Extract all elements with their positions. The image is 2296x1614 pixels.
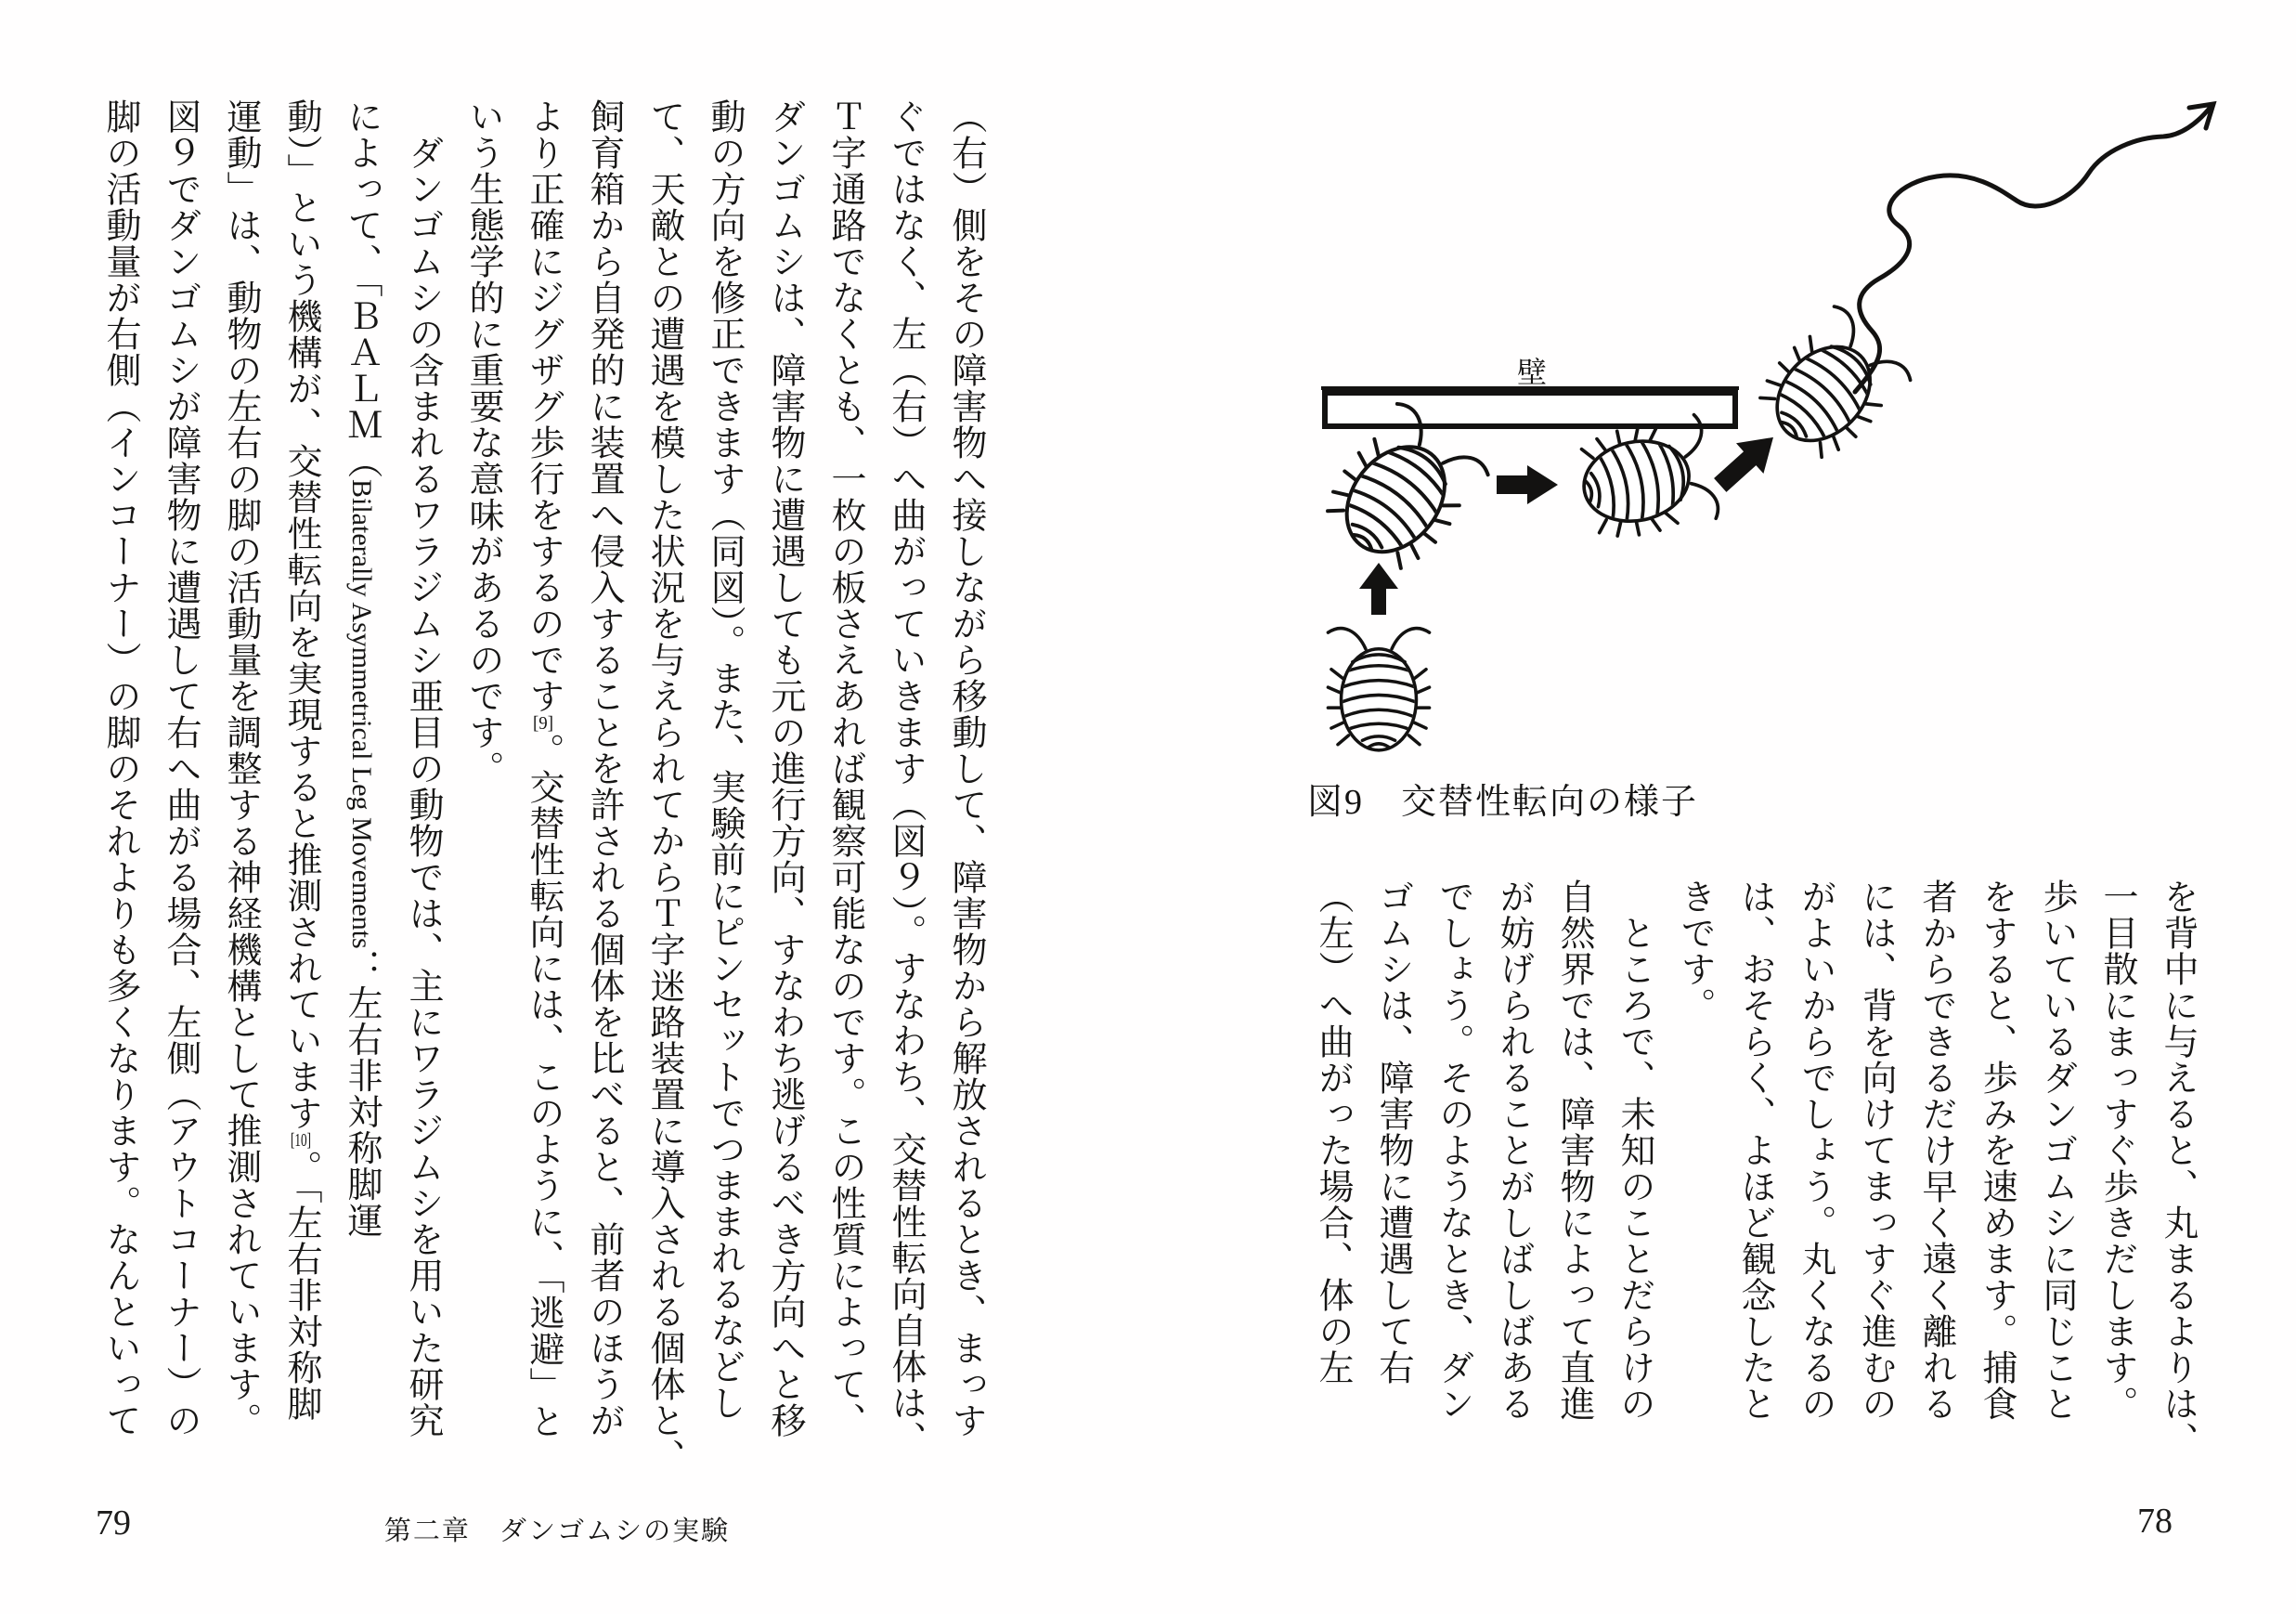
text-column: をすると、歩みを速めます。捕食 [1977,879,2016,1422]
latin-run: Bilaterally Asymmetrical Leg Movements [346,479,377,949]
pillbug-icon [1328,629,1429,750]
wall-shape [1325,393,1735,426]
text-column: 動の方向を修正できます（同図）。また、実験前にピンセットでつままれるなどし [705,98,744,1421]
text-column: がよいからでしょう。丸くなるの [1796,879,1835,1422]
figure-caption: 図9 交替性転向の様子 [1307,783,1699,822]
pillbug-icon [1574,414,1720,544]
page-number-left: 79 [96,1503,131,1542]
text-column: ぐではなく、左（右）へ曲がっていきます（図９）。すなわち、交替性転向自体は、 [886,98,925,1457]
text-column: には、背を向けてまっすぐ進むの [1856,879,1895,1422]
text-column: より正確にジグザグ歩行をするのです[9]。交替性転向には、このように、「逃避」と [524,98,563,1439]
text-column: が妨げられることがしばしばある [1494,879,1533,1422]
text-column: 自然界では、障害物によって直進 [1554,879,1593,1422]
text-column: 者からできるだけ早く遠く離れる [1916,879,1955,1422]
arrow-up-right-icon [1706,423,1787,501]
text-column: きです。 [1675,879,1714,1023]
text-column: いう生態学的に重要な意味があるのです。 [463,98,502,787]
text-column: でしょう。そのようなとき、ダン [1433,879,1472,1422]
text-column: 飼育箱から自発的に装置へ侵入することを許される個体を比べると、前者のほうが [584,98,623,1438]
page-number-right: 78 [2137,1502,2173,1541]
arrow-right-icon [1497,465,1558,504]
footnote-marker: [10] [291,1131,311,1150]
text-column: は、おそらく、よほど観念したと [1735,879,1774,1422]
wall-label: 壁 [1516,356,1548,389]
text-column: 歩いているダンゴムシに同じこと [2037,879,2076,1422]
text-column: 脚の活動量が右側（インコーナー）の脚のそれよりも多くなります。なんといって [100,98,139,1438]
pillbug-icon [1749,304,1913,469]
text-column: Ｔ字通路でなくとも、一枚の板さえあれば観察可能なのです。この性質によって、 [825,98,864,1438]
text-column: （右）側をその障害物へ接しながら移動して、障害物から解放されるとき、まっす [946,98,985,1438]
text-column: によって、「ＢＡＬＭ（Bilaterally Asymmetrical Leg Movements：左右非対称脚運 [342,98,381,1239]
text-column: （左）へ曲がった場合、体の左 [1313,879,1352,1386]
text-column: ダンゴムシは、障害物に遭遇しても元の進行方向、すなわち逃げるべき方向へと移 [765,98,804,1438]
text-column: 一目散にまっすぐ歩きだします。 [2097,879,2136,1422]
text-column: て、天敵との遭遇を模した状況を与えられてからＴ字迷路装置に導入される個体と、 [644,98,683,1475]
zigzag-path-icon [1855,106,2212,392]
text-column: 運動」は、動物の左右の脚の活動量を調整する神経機構として推測されています。 [221,98,260,1438]
text-column: ところで、未知のことだらけの [1615,879,1654,1422]
footnote-marker: [9] [533,714,553,733]
text-column: 図９でダンゴムシが障害物に遭遇して右へ曲がる場合、左側（アウトコーナー）の [161,98,200,1438]
arrow-up-icon [1359,563,1398,615]
text-column: 動）」という機構が、交替性転向を実現すると推測されています[10]。「左右非対称脚 [281,98,320,1422]
text-column: ゴムシは、障害物に遭遇して右 [1373,879,1412,1386]
text-column: ダンゴムシの含まれるワラジムシ亜目の動物では、主にワラジムシを用いた研究 [403,98,442,1438]
text-column: を背中に与えると、丸まるよりは、 [2158,879,2197,1458]
running-footer: 第二章 ダンゴムシの実験 [383,1516,731,1546]
